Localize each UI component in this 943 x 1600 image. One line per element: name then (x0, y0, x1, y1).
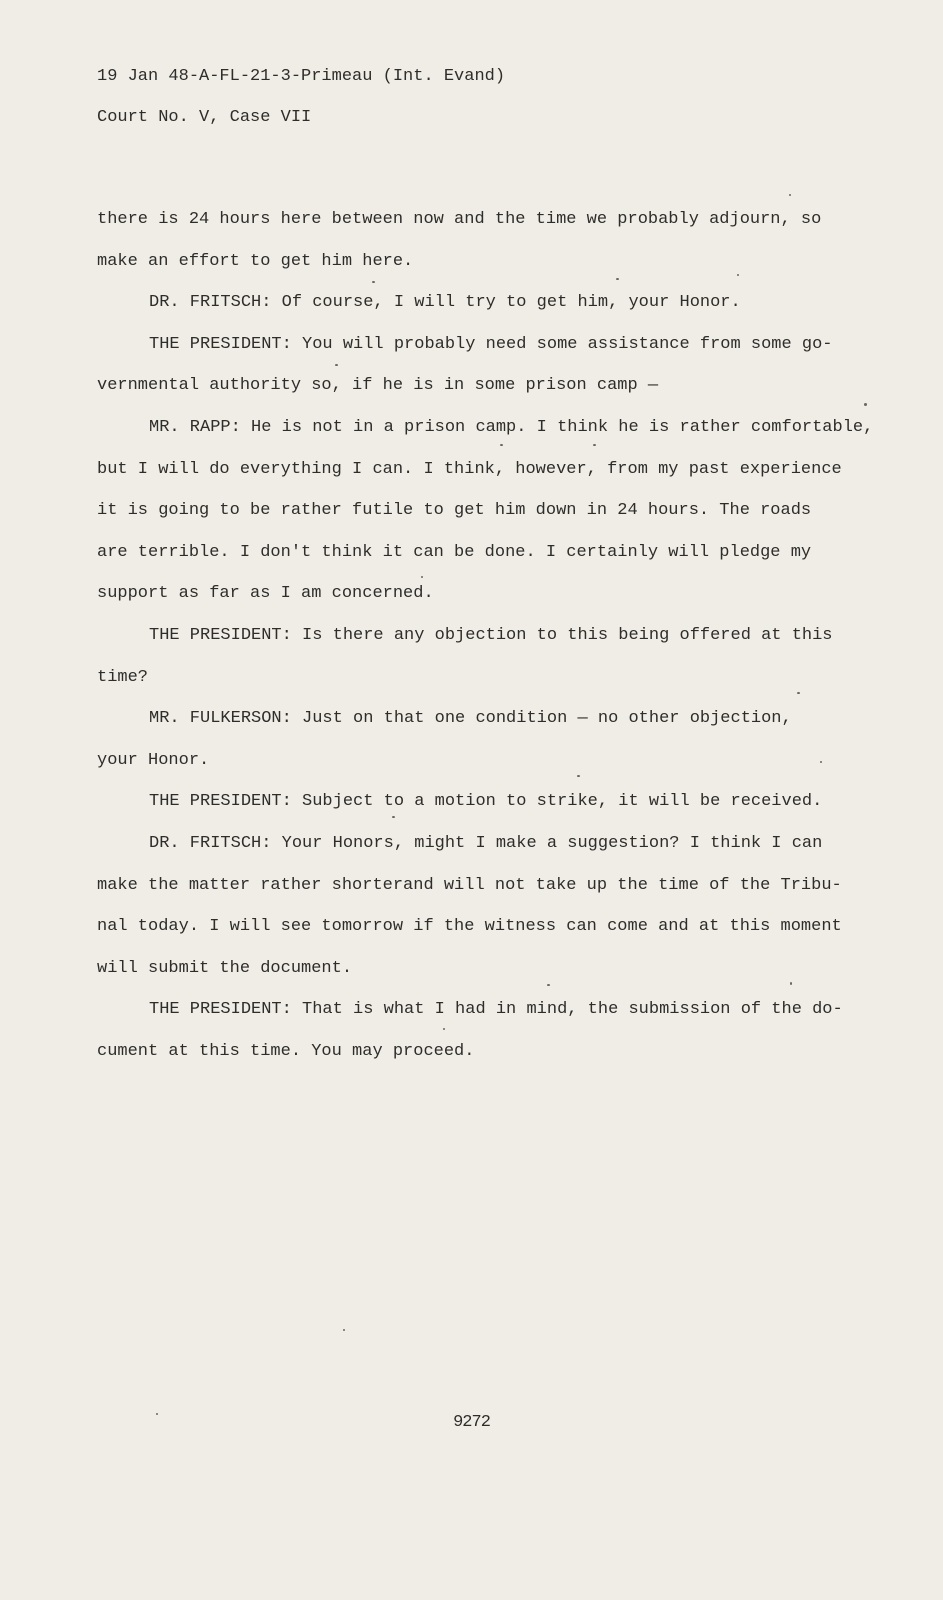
transcript-line: support as far as I am concerned. (97, 584, 434, 604)
transcript-line: time? (97, 667, 149, 687)
transcript-line: THE PRESIDENT: Is there any objection to this being offered at this (149, 625, 833, 645)
transcript-line: cument at this time. You may proceed. (97, 1041, 475, 1061)
paper-speck (820, 761, 822, 763)
file-reference: 19 Jan 48-A-FL-21-3-Primeau (Int. Evand) (97, 67, 506, 86)
paper-speck (547, 984, 550, 986)
transcript-line: your Honor. (97, 750, 210, 770)
paper-speck (577, 775, 580, 777)
paper-speck (790, 982, 792, 985)
transcript-line: DR. FRITSCH: Of course, I will try to get him, your Honor. (149, 293, 741, 313)
transcript-body (97, 207, 874, 1080)
transcript-line: make an effort to get him here. (97, 251, 414, 271)
paper-speck (421, 576, 423, 578)
transcript-line: are terrible. I don't think it can be done. I certainly will pledge my (97, 542, 812, 562)
transcript-line: MR. FULKERSON: Just on that one condition — no other objection, (149, 709, 792, 729)
paper-speck (443, 1028, 445, 1030)
paper-speck (392, 816, 395, 818)
transcript-line: THE PRESIDENT: Subject to a motion to strike, it will be received. (149, 792, 823, 812)
paper-speck (372, 281, 375, 283)
transcript-line: DR. FRITSCH: Your Honors, might I make a suggestion? I think I can (149, 833, 823, 853)
paper-speck (864, 403, 867, 406)
transcript-line: nal today. I will see tomorrow if the witness can come and at this moment (97, 917, 842, 937)
transcript-line: it is going to be rather futile to get him down in 24 hours. The roads (97, 501, 812, 521)
paper-speck (789, 194, 791, 196)
paper-speck (737, 274, 739, 276)
page-header (97, 64, 505, 146)
transcript-line: THE PRESIDENT: That is what I had in mind, the submission of the do- (149, 1000, 843, 1020)
transcript-line: THE PRESIDENT: You will probably need some assistance from some go- (149, 334, 833, 354)
transcript-line: make the matter rather shorterand will not take up the time of the Tribu- (97, 875, 842, 895)
transcript-line: vernmental authority so, if he is in some prison camp — (97, 376, 659, 396)
transcript-line: but I will do everything I can. I think, however, from my past experience (97, 459, 842, 479)
transcript-line: MR. RAPP: He is not in a prison camp. I think he is rather comfortable, (149, 417, 874, 437)
paper-speck (616, 278, 619, 280)
paper-speck (343, 1329, 345, 1331)
page-number: 9272 (453, 1413, 490, 1432)
paper-speck (593, 444, 596, 446)
court-case-label: Court No. V, Case VII (97, 108, 312, 127)
transcript-line: will submit the document. (97, 958, 353, 978)
paper-speck (797, 692, 800, 694)
paper-speck (335, 364, 338, 366)
paper-speck (156, 1413, 158, 1415)
transcript-line: there is 24 hours here between now and the time we probably adjourn, so (97, 210, 822, 229)
paper-speck (500, 444, 503, 446)
